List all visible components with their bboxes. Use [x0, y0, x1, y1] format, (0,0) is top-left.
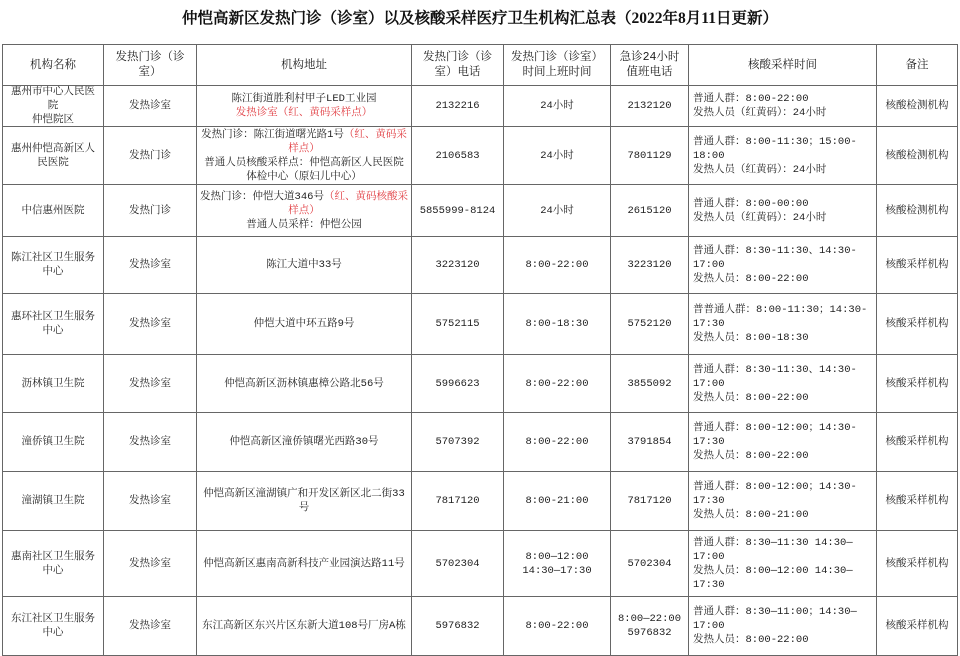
address-text: 普通人员核酸采样点：仲恺高新区人民医院体检中心（原妇儿中心）: [204, 156, 404, 183]
header-clinic-hours: [504, 45, 611, 86]
clinic-hours-line: 8:00-21:00: [525, 495, 589, 507]
sampling-time-line: 发热人员：8:00-21:00: [693, 509, 809, 521]
address-line: [254, 317, 355, 331]
clinic-phone-text: 5855999-8124: [419, 204, 496, 217]
clinic-hours-cell: [504, 355, 611, 413]
sampling-time-line: 发热人员：8:00-22:00: [693, 634, 809, 646]
clinic-phone-cell: [412, 86, 504, 127]
clinic-hours-line: 24小时: [540, 100, 574, 112]
red-yellow-code-sampling-note: 发热诊室（红、黄码采样点）: [235, 107, 373, 119]
emergency-phone-cell: [611, 413, 689, 472]
clinic-hours-cell: [504, 185, 611, 237]
sampling-time-line: 普通人群：8:00-22:00: [693, 93, 809, 105]
address-text: 东江高新区东兴片区东新大道108号厂房A栋: [202, 620, 406, 632]
institution-name-line: 惠环社区卫生服务中心: [11, 311, 95, 337]
clinic-phone-cell: [412, 355, 504, 413]
institution-name-line: 潼湖镇卫生院: [21, 495, 85, 507]
sampling-time-line: 发热人员：8:00-22:00: [693, 273, 809, 285]
sampling-time-cell: [689, 294, 877, 355]
note-cell: [877, 355, 958, 413]
clinic-phone-text: 5707392: [435, 436, 480, 448]
column-header-label: 急诊24小时值班电话: [619, 51, 680, 79]
sampling-time-cell: [689, 185, 877, 237]
clinic-phone-text: 5976832: [435, 620, 480, 632]
sampling-time-line: 普普通人群：8:00-11:30；14:30-17:30: [693, 304, 868, 330]
clinic-type-cell: [104, 185, 197, 237]
institution-name-line: 潼侨镇卫生院: [21, 436, 85, 448]
address-text: 发热门诊：仲恺大道346号: [200, 190, 324, 203]
column-header-label: 核酸采样时间: [748, 58, 817, 72]
institution-name-cell: [3, 472, 104, 531]
clinic-phone-text: 7817120: [435, 495, 480, 507]
clinic-hours-cell: [504, 127, 611, 185]
emergency-phone-line: 5976832: [627, 627, 672, 639]
note-cell: [877, 185, 958, 237]
institution-name-line: 仲恺院区: [32, 114, 74, 126]
emergency-phone-cell: [611, 237, 689, 294]
emergency-phone-line: 7801129: [627, 149, 672, 162]
address-line: [246, 218, 362, 232]
note-cell: [877, 472, 958, 531]
note-cell: [877, 294, 958, 355]
sampling-time-cell: [689, 472, 877, 531]
sampling-time-cell: [689, 413, 877, 472]
emergency-phone-line: 3223120: [627, 259, 672, 271]
sampling-time-line: 发热人员：8:00—12:00 14:30—17:30: [693, 564, 853, 591]
note-cell: [877, 127, 958, 185]
note-cell: [877, 86, 958, 127]
address-line: [202, 619, 406, 633]
sampling-time-cell: [689, 127, 877, 185]
address-cell: [197, 86, 412, 127]
sampling-time-cell: [689, 531, 877, 597]
institution-name-cell: [3, 531, 104, 597]
header-clinic-type: [104, 45, 197, 86]
address-text: 仲恺大道中环五路9号: [253, 318, 355, 330]
address-cell: [197, 294, 412, 355]
sampling-time-line: 普通人群：8:30-11:30、14:30-17:00: [693, 363, 857, 390]
address-text: 普通人员采样：仲恺公园: [246, 218, 362, 231]
column-header-label: 发热门诊（诊室）: [115, 51, 185, 79]
note-text: 核酸采样机构: [885, 620, 949, 632]
emergency-phone-cell: [611, 531, 689, 597]
sampling-time-line: 普通人群：8:00-12:00；14:30-17:30: [693, 481, 857, 507]
institution-name-line: 中信惠州医院: [21, 204, 85, 217]
header-emergency-phone: [611, 45, 689, 86]
clinic-phone-cell: [412, 127, 504, 185]
address-text: 陈江街道胜利村甲子LED工业园: [231, 93, 377, 105]
facility-table: [2, 44, 958, 656]
sampling-time-line: 发热人员（红黄码）：24小时: [693, 211, 827, 224]
clinic-type-text: 发热诊室: [129, 377, 171, 390]
clinic-hours-cell: [504, 86, 611, 127]
address-line: [224, 377, 384, 391]
column-header-label: 备注: [905, 58, 929, 72]
column-header-label: 发热门诊（诊室）电话: [423, 51, 492, 79]
sampling-time-cell: [689, 355, 877, 413]
clinic-hours-line: 8:00-22:00: [525, 377, 589, 390]
clinic-type-text: 发热诊室: [129, 495, 171, 507]
note-text: 核酸检测机构: [885, 204, 949, 217]
note-text: 核酸检测机构: [885, 149, 949, 162]
address-text: 仲恺高新区潼侨镇曙光西路30号: [229, 436, 379, 448]
note-text: 核酸采样机构: [885, 495, 949, 507]
clinic-phone-cell: [412, 472, 504, 531]
clinic-hours-cell: [504, 531, 611, 597]
address-line: [200, 128, 408, 156]
clinic-phone-text: 3223120: [435, 259, 480, 271]
clinic-hours-cell: [504, 472, 611, 531]
note-cell: [877, 597, 958, 656]
clinic-phone-text: 5702304: [435, 557, 480, 570]
clinic-hours-line: 14:30—17:30: [522, 564, 592, 577]
emergency-phone-cell: [611, 472, 689, 531]
emergency-phone-cell: [611, 294, 689, 355]
institution-name-line: 陈江社区卫生服务中心: [11, 252, 95, 278]
clinic-hours-line: 8:00-22:00: [525, 436, 589, 448]
clinic-type-cell: [104, 531, 197, 597]
sampling-time-line: 普通人群：8:00-11:30；15:00-18:00: [693, 135, 857, 162]
clinic-type-cell: [104, 294, 197, 355]
address-line: [200, 190, 408, 218]
address-text: 仲恺高新区沥林镇惠樟公路北56号: [224, 377, 384, 390]
emergency-phone-cell: [611, 597, 689, 656]
page-title: 仲恺高新区发热门诊（诊室）以及核酸采样医疗卫生机构汇总表（2022年8月11日更新）: [182, 10, 778, 27]
sampling-time-line: 普通人群：8:30—11:30 14:30—17:00: [693, 536, 853, 563]
address-line: [232, 92, 377, 106]
institution-name-cell: [3, 237, 104, 294]
address-line: [200, 487, 408, 515]
address-cell: [197, 127, 412, 185]
sampling-time-line: 发热人员：8:00-22:00: [693, 391, 809, 404]
emergency-phone-line: 5752120: [627, 318, 672, 330]
clinic-phone-text: 2106583: [435, 149, 480, 162]
clinic-hours-line: 8:00-22:00: [525, 259, 589, 271]
clinic-type-text: 发热诊室: [129, 620, 171, 632]
institution-name-cell: [3, 185, 104, 237]
sampling-time-line: 发热人员：8:00-22:00: [693, 450, 809, 462]
clinic-hours-line: 24小时: [540, 149, 574, 162]
header-sampling-time: [689, 45, 877, 86]
address-cell: [197, 355, 412, 413]
institution-name-cell: [3, 597, 104, 656]
clinic-hours-line: 8:00—12:00: [525, 550, 589, 563]
column-header-label: 发热门诊（诊室）时间上班时间: [511, 51, 603, 79]
address-text: 仲恺高新区潼湖镇广和开发区新区北二街33号: [203, 488, 405, 514]
note-text: 核酸采样机构: [885, 557, 949, 570]
clinic-type-cell: [104, 237, 197, 294]
clinic-type-text: 发热诊室: [129, 259, 171, 271]
sampling-time-line: 普通人群：8:30—11:00；14:30—17:00: [693, 606, 857, 632]
clinic-type-text: 发热诊室: [129, 557, 171, 570]
clinic-hours-cell: [504, 413, 611, 472]
address-line: [229, 435, 378, 449]
emergency-phone-cell: [611, 355, 689, 413]
clinic-type-cell: [104, 127, 197, 185]
emergency-phone-cell: [611, 86, 689, 127]
clinic-type-text: 发热诊室: [129, 100, 171, 112]
address-cell: [197, 472, 412, 531]
red-yellow-code-sampling-note: （红、黄码采样点）: [288, 128, 407, 155]
header-institution-name: [3, 45, 104, 86]
address-cell: [197, 531, 412, 597]
sampling-time-cell: [689, 237, 877, 294]
institution-name-cell: [3, 355, 104, 413]
address-line: [236, 106, 373, 120]
sampling-time-line: 普通人群：8:00-00:00: [693, 197, 809, 210]
address-cell: [197, 413, 412, 472]
header-address: [197, 45, 412, 86]
address-line: [200, 156, 408, 184]
clinic-hours-cell: [504, 597, 611, 656]
address-text: 仲恺高新区惠南高新科技产业园演达路11号: [203, 557, 405, 570]
institution-name-cell: [3, 294, 104, 355]
note-cell: [877, 531, 958, 597]
clinic-type-text: 发热门诊: [129, 204, 171, 217]
note-text: 核酸采样机构: [885, 318, 949, 330]
address-text: 陈江大道中33号: [266, 259, 342, 271]
clinic-hours-line: 8:00-22:00: [525, 620, 589, 632]
institution-name-cell: [3, 413, 104, 472]
emergency-phone-line: 8:00—22:00: [617, 613, 681, 625]
clinic-phone-cell: [412, 294, 504, 355]
clinic-phone-cell: [412, 237, 504, 294]
sampling-time-line: 发热人员：8:00-18:30: [693, 332, 809, 344]
sampling-time-line: 发热人员（红黄码）：24小时: [693, 107, 827, 119]
header-clinic-phone: [412, 45, 504, 86]
clinic-phone-text: 5752115: [435, 318, 480, 330]
header-note: [877, 45, 958, 86]
sampling-time-line: 发热人员（红黄码）：24小时: [693, 163, 827, 176]
emergency-phone-cell: [611, 127, 689, 185]
institution-name-line: 沥林镇卫生院: [21, 377, 85, 390]
clinic-phone-cell: [412, 597, 504, 656]
clinic-type-text: 发热诊室: [129, 436, 171, 448]
clinic-phone-cell: [412, 531, 504, 597]
address-line: [266, 258, 342, 272]
note-text: 核酸采样机构: [885, 259, 949, 271]
emergency-phone-line: 5702304: [627, 557, 672, 570]
emergency-phone-line: 3791854: [627, 436, 672, 448]
sampling-time-line: 普通人群：8:30-11:30、14:30-17:00: [693, 245, 857, 271]
clinic-phone-cell: [412, 413, 504, 472]
clinic-type-cell: [104, 413, 197, 472]
clinic-phone-cell: [412, 185, 504, 237]
clinic-type-cell: [104, 597, 197, 656]
address-line: [203, 557, 405, 571]
sampling-time-cell: [689, 86, 877, 127]
clinic-hours-line: 24小时: [540, 204, 574, 217]
note-cell: [877, 237, 958, 294]
institution-name-line: 东江社区卫生服务中心: [11, 613, 95, 639]
note-text: 核酸采样机构: [885, 377, 949, 390]
column-header-label: 机构地址: [281, 58, 327, 72]
institution-name-line: 惠州仲恺高新区人民医院: [11, 142, 95, 169]
note-text: 核酸检测机构: [885, 100, 949, 112]
institution-name-cell: [3, 127, 104, 185]
clinic-hours-line: 8:00-18:30: [525, 318, 589, 330]
clinic-type-cell: [104, 86, 197, 127]
clinic-type-text: 发热诊室: [129, 318, 171, 330]
sampling-time-line: 普通人群：8:00-12:00；14:30-17:30: [693, 422, 857, 448]
clinic-hours-cell: [504, 237, 611, 294]
clinic-type-text: 发热门诊: [129, 149, 171, 162]
note-cell: [877, 413, 958, 472]
red-yellow-code-sampling-note: （红、黄码核酸采样点）: [288, 190, 408, 217]
emergency-phone-cell: [611, 185, 689, 237]
address-cell: [197, 597, 412, 656]
clinic-phone-text: 2132216: [435, 100, 480, 112]
emergency-phone-line: 2615120: [627, 204, 672, 217]
clinic-hours-cell: [504, 294, 611, 355]
address-cell: [197, 237, 412, 294]
emergency-phone-line: 7817120: [627, 495, 672, 507]
institution-name-line: 惠州市中心人民医院: [11, 86, 95, 112]
institution-name-line: 惠南社区卫生服务中心: [11, 550, 95, 577]
emergency-phone-line: 2132120: [627, 100, 672, 112]
institution-name-cell: [3, 86, 104, 127]
note-text: 核酸采样机构: [885, 436, 949, 448]
sampling-time-cell: [689, 597, 877, 656]
column-header-label: 机构名称: [30, 58, 76, 72]
clinic-type-cell: [104, 472, 197, 531]
address-cell: [197, 185, 412, 237]
address-text: 发热门诊：陈江街道曙光路1号: [201, 128, 344, 141]
clinic-phone-text: 5996623: [435, 377, 480, 390]
emergency-phone-line: 3855092: [627, 377, 672, 390]
clinic-type-cell: [104, 355, 197, 413]
